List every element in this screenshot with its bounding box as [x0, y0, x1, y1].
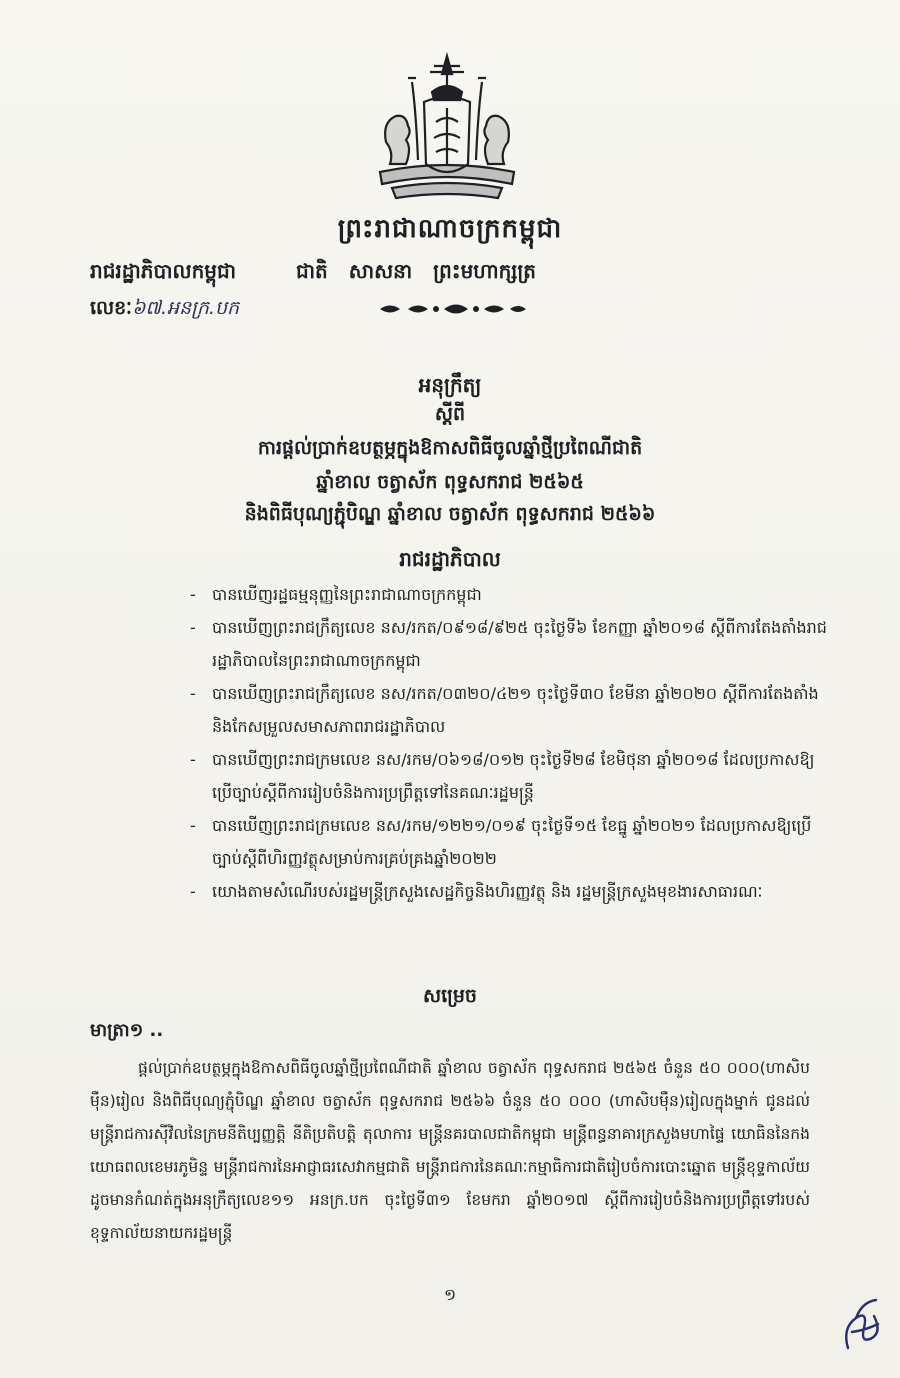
- reference-number: [90, 296, 239, 324]
- reference-value: ៦៧.អនក្រ.បក: [131, 297, 240, 319]
- issuer-heading: រាជរដ្ឋាភិបាល: [399, 547, 501, 571]
- consideration-item: - បានឃើញព្រះរាជក្រឹត្យលេខ នស/រកត/០៩១៨/៩២៥ ចុះថ្ងៃទី៦ ខែកញ្ញា ឆ្នាំ២០១៨ ស្តីពីការតែងតាំងរាជរដ្ឋាភិបាលនៃព្រះរាជាណាចក្រកម្ពុជា: [190, 611, 830, 677]
- subject-label: ស្តីពី: [434, 403, 466, 425]
- signature-initials-icon: [838, 1288, 884, 1358]
- decision-heading: សម្រេច: [423, 985, 477, 1007]
- ornamental-divider-icon: [360, 300, 540, 318]
- article-body: ផ្តល់ប្រាក់ឧបត្ថម្ភក្នុងឱកាសពិធីចូលឆ្នាំថ្មីប្រពៃណីជាតិ ឆ្នាំខាល ចត្វាស័ក ពុទ្ធសករាជ ២៥៦៥ ចំនួន ៥០ ០០០(ហាសិបម៉ឺន)រៀល និងពិធីបុណ្យភ្ជុំបិណ្ឌ ឆ្នាំខាល ចត្វាស័ក ពុទ្ធសករាជ ២៥៦៦ ចំនួន ៥០ ០០០ (ហាសិបម៉ឺន)រៀលក្នុងម្នាក់ ជូនដល់មន្ត្រីរាជការស៊ីវិលនៃក្រមនីតិប្បញ្ញត្តិ នីតិប្រតិបត្តិ តុលាការ មន្ត្រីនគរបាលជាតិកម្ពុជា មន្ត្រីពន្ធនាគារក្រសួងមហាផ្ទៃ យោធិននៃកងយោធពលខេមរភូមិន្ទ មន្ត្រីរាជការនៃអាជ្ញាធរសេវាកម្មជាតិ មន្ត្រីរាជការនៃគណៈកម្មាធិការជាតិរៀបចំការបោះឆ្នោត មន្ត្រីខុទ្ទកាល័យដូចមានកំណត់ក្នុងអនុក្រឹត្យលេខ១១ អនក្រ.បក ចុះថ្ងៃទី៣១ ខែមករា ឆ្នាំ២០១៧ ស្តីពីការរៀបចំនិងការប្រព្រឹត្តទៅរបស់ខុទ្ទកាល័យនាយករដ្ឋមន្ត្រី: [90, 1059, 810, 1242]
- royal-arms-emblem-icon: [372, 52, 522, 204]
- consideration-item: - បានឃើញព្រះរាជក្រមលេខ នស/រកម/១២២១/០១៩ ចុះថ្ងៃទី១៥ ខែធ្នូ ឆ្នាំ២០២១ ដែលប្រកាសឱ្យប្រើច្បាប់ស្តីពីហិរញ្ញវត្ថុសម្រាប់ការគ្រប់គ្រងឆ្នាំ២០២២: [190, 809, 830, 875]
- article-heading: មាត្រា១ ..: [90, 1020, 164, 1041]
- government-name: រាជរដ្ឋាភិបាលកម្ពុជា: [90, 259, 236, 283]
- consideration-item: - បានឃើញរដ្ឋធម្មនុញ្ញនៃព្រះរាជាណាចក្រកម្ពុជា: [190, 578, 830, 611]
- subject-line-1: ការផ្តល់ប្រាក់ឧបត្ថម្ភក្នុងឱកាសពិធីចូលឆ្នាំថ្មីប្រពៃណីជាតិ: [257, 437, 643, 459]
- subject-line-2: ឆ្នាំខាល ចត្វាស័ក ពុទ្ធសករាជ ២៥៦៥: [316, 471, 584, 493]
- national-motto: ជាតិ សាសនា ព្រះមហាក្សត្រ: [296, 259, 536, 283]
- consideration-item: - បានឃើញព្រះរាជក្រមលេខ នស/រកម/០៦១៨/០១២ ចុះថ្ងៃទី២៨ ខែមិថុនា ឆ្នាំ២០១៨ ដែលប្រកាសឱ្យប្រើច្បាប់ស្តីពីការរៀបចំនិងការប្រព្រឹត្តទៅនៃគណៈរដ្ឋមន្ត្រី: [190, 743, 830, 809]
- kingdom-heading: ព្រះរាជាណាចក្រកម្ពុជា: [337, 214, 563, 244]
- page-number: ១: [443, 1285, 457, 1304]
- subject-line-3: និងពិធីបុណ្យភ្ជុំបិណ្ឌ ឆ្នាំខាល ចត្វាស័ក ពុទ្ធសករាជ ២៥៦៦: [244, 503, 656, 525]
- consideration-item: - បានឃើញព្រះរាជក្រឹត្យលេខ នស/រកត/០៣២០/៤២១ ចុះថ្ងៃទី៣០ ខែមីនា ឆ្នាំ២០២០ ស្តីពីការតែងតាំងនិងកែសម្រួលសមាសភាពរាជរដ្ឋាភិបាល: [190, 677, 830, 743]
- consideration-item: - យោងតាមសំណើរបស់រដ្ឋមន្ត្រីក្រសួងសេដ្ឋកិច្ចនិងហិរញ្ញវត្ថុ និង រដ្ឋមន្ត្រីក្រសួងមុខងារសាធារណៈ: [190, 875, 830, 908]
- document-type: អនុក្រឹត្យ: [418, 373, 482, 397]
- considerations-list: [190, 578, 830, 908]
- reference-label: លេខៈ: [90, 297, 132, 319]
